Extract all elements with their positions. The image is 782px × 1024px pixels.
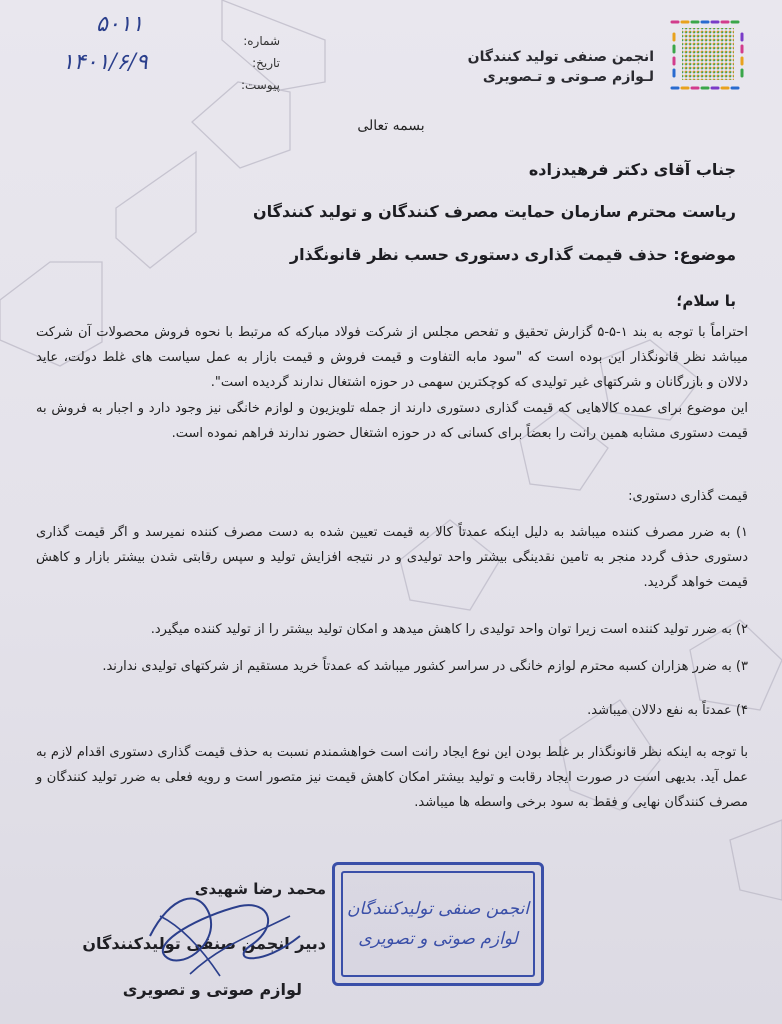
list-item-3-text: ۳) به ضرر هزاران کسبه محترم لوازم خانگی در سراسر کشور میباشد که عمدتاً خرید مستقیم از شرکتهای تولیدی ندارند. xyxy=(102,659,748,674)
list-item-1 xyxy=(36,520,748,595)
stamp-line1: انجمن صنفی تولیدکنندگان xyxy=(346,899,530,919)
list-item-2 xyxy=(36,617,748,642)
list-heading xyxy=(36,484,748,509)
stamp-line2: لوازم صوتی و تصویری xyxy=(358,929,518,949)
organization-logo xyxy=(668,14,748,94)
list-item-2-text: ۲) به ضرر تولید کننده است زیرا توان واحد تولیدی را کاهش میدهد و امکان تولید بیشتر را از تولید کننده میگیرد. xyxy=(150,622,748,637)
letter-meta xyxy=(190,30,280,96)
signatory-role-line2: لوازم صوتی و تصویری xyxy=(122,980,302,999)
attachment-label: پیوست: xyxy=(240,78,280,92)
letter-date: ۱۴۰۱/۶/۹ xyxy=(62,50,148,75)
conclusion-paragraph xyxy=(36,740,748,815)
paragraph-1-text: احتراماً با توجه به بند ۱-۵-۵ گزارش تحقیق و تفحص مجلس از شرکت فولاد مبارکه که مرتبط با نحوه فروش محصولات آن شرکت میباشد نظر قانونگذار این بوده است که "سود مابه التفاوت و قیمت فروش و قیمت بازار به عمل سیاست های غلط دولت، عاید دلالان و بازرگانان و شرکتهای غیر تولیدی که کوچکترین سهمی در حوزه اشتغال ندارند گردیده است". xyxy=(36,325,748,390)
addressee-title: ریاست محترم سازمان حمایت مصرف کنندگان و تولید کنندگان xyxy=(253,202,736,221)
date-label: تاریخ: xyxy=(252,56,280,70)
signatory-role: دبیر انجمن صنفی تولیدکنندگان xyxy=(82,934,326,953)
number-label: شماره: xyxy=(243,34,280,48)
greeting: با سلام؛ xyxy=(676,292,736,310)
list-item-1-text: ۱) به ضرر مصرف کننده میباشد به دلیل اینکه عمدتاً کالا به قیمت تعیین شده به دست مصرف کننده نمیرسد و اگر قیمت گذاری دستوری حذف گردد منجر به تامین نقدینگی بیشتر واحد تولیدی و در نتیجه افزایش تولید و سپس رقابتی شدن بیشتر بازار و کاهش قیمت خواهد گردید. xyxy=(36,525,748,590)
organization-name xyxy=(468,48,654,88)
basmala: بسمه تعالی xyxy=(357,118,425,134)
org-name-line1: انجمن صنفی تولید کنندگان xyxy=(467,49,654,65)
paragraph-2-text: این موضوع برای عمده کالاهایی که قیمت گذاری دستوری دارند از جمله تلویزیون و لوازم خانگی نیز وجود دارد و اجبار به فروش به قیمت دستوری مشابه همین رانت را بعضاً برای کسانی که در حوزه اشتغال حضور ندارند فراهم نموده است. xyxy=(36,401,748,441)
conclusion-text: با توجه به اینکه نظر قانونگذار بر غلط بودن این نوع ایجاد رانت است خواهشمندم نسبت به حذف قیمت گذاری دستوری اقدام لازم به عمل آید. بدیهی است در صورت ایجاد رقابت و تولید بیشتر امکان کاهش قیمت نیز متصور است و رویه فعلی به ضرر تولید کنندگان و مصرف کنندگان نهایی و فقط به سود برخی واسطه ها میباشد. xyxy=(36,745,748,810)
list-item-3 xyxy=(36,654,748,679)
letter-subject: موضوع: حذف قیمت گذاری دستوری حسب نظر قانونگذار xyxy=(289,245,736,264)
paragraph-1 xyxy=(36,320,748,395)
addressee-name: جناب آقای دکتر فرهیدزاده xyxy=(528,160,736,179)
organization-stamp xyxy=(332,862,544,986)
list-item-4-text: ۴) عمدتاً به نفع دلالان میباشد. xyxy=(587,703,748,718)
list-item-4 xyxy=(36,698,748,723)
reference-number: ۵۰۱۱ xyxy=(96,12,144,37)
list-heading-text: قیمت گذاری دستوری: xyxy=(628,489,748,504)
signatory-name: محمد رضا شهیدی xyxy=(194,880,326,898)
handwritten-signature xyxy=(130,876,320,986)
org-name-line2: لـوازم صـوتی و تـصویری xyxy=(482,69,654,85)
paragraph-2 xyxy=(36,396,748,446)
